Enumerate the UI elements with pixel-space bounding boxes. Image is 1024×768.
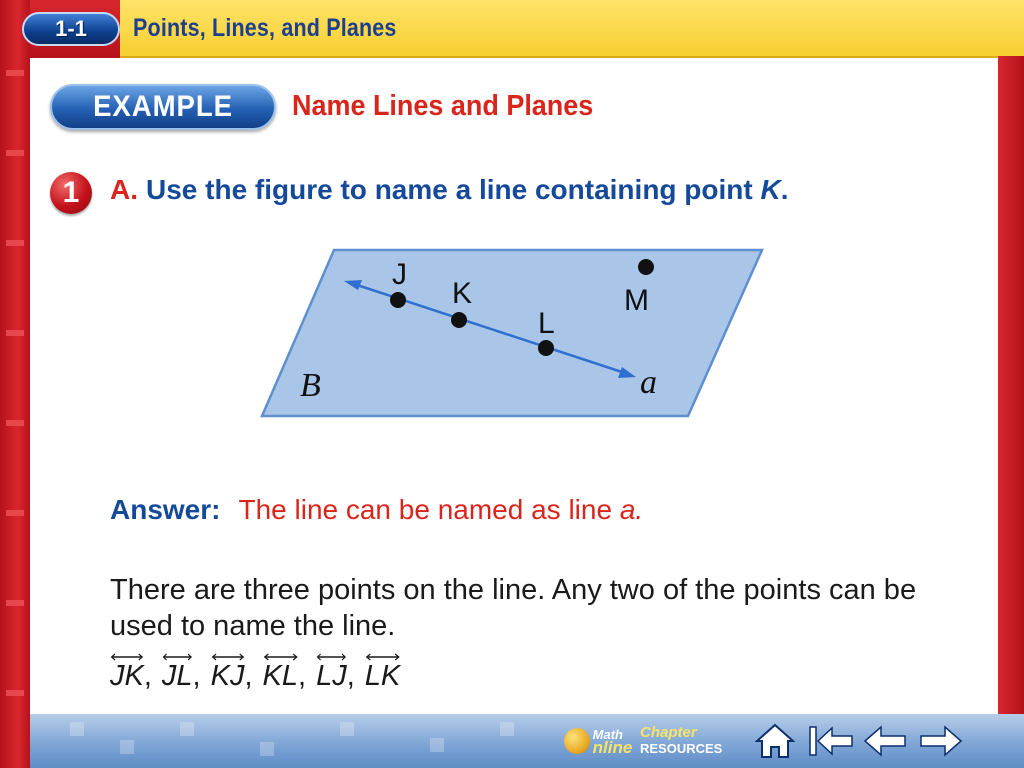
question-body: Use the figure to name a line containing point — [146, 174, 761, 205]
left-border — [0, 0, 30, 768]
example-title: Name Lines and Planes — [292, 90, 594, 122]
double-arrow-icon — [263, 652, 298, 662]
home-icon — [755, 722, 795, 760]
math-online-bottom: nline — [592, 738, 633, 757]
example-badge — [50, 84, 276, 130]
double-arrow-icon — [365, 652, 400, 662]
point-m-label: M — [624, 284, 649, 317]
answer-italic: a. — [619, 494, 644, 525]
example-badge-label: EXAMPLE — [93, 90, 233, 123]
answer-label: Answer: — [110, 494, 221, 525]
question-letter: A. — [110, 174, 138, 205]
first-slide-button[interactable] — [808, 718, 854, 764]
point-k-label: K — [452, 277, 473, 310]
point-k — [451, 312, 467, 328]
math-online-button[interactable] — [562, 718, 634, 764]
previous-arrow-icon — [863, 724, 907, 758]
plane-figure — [258, 246, 764, 420]
point-l — [538, 340, 554, 356]
line-label: a — [640, 364, 657, 401]
example-number-badge: 1 — [50, 172, 92, 214]
lesson-number-badge: 1-1 — [22, 12, 120, 46]
double-arrow-icon — [162, 652, 193, 662]
point-j — [390, 292, 406, 308]
line-name-2: KJ — [211, 652, 245, 693]
double-arrow-icon — [316, 652, 347, 662]
answer — [110, 494, 643, 526]
question-end: . — [780, 174, 789, 205]
line-name-5: LK — [365, 652, 400, 693]
question-point: K — [760, 174, 781, 205]
previous-button[interactable] — [862, 718, 908, 764]
chapter-resources-top: Chapter — [640, 724, 697, 741]
answer-text: The line can be named as line — [238, 494, 620, 525]
next-arrow-icon — [919, 724, 963, 758]
globe-icon — [564, 728, 590, 754]
plane-label: B — [300, 367, 321, 404]
question-text — [110, 174, 789, 206]
line-name-0: JK — [110, 652, 144, 693]
explanation-text: There are three points on the line. Any two of the points can be used to name the line. — [110, 574, 917, 642]
chapter-resources-bottom: RESOURCES — [640, 741, 723, 756]
math-online-top: Math — [592, 727, 623, 742]
lesson-title: Points, Lines, and Planes — [133, 14, 397, 42]
line-name-1: JL — [162, 652, 193, 693]
first-slide-icon — [808, 724, 854, 758]
double-arrow-icon — [110, 652, 144, 662]
home-button[interactable] — [752, 718, 798, 764]
line-name-3: KL — [263, 652, 298, 693]
line-name-4: LJ — [316, 652, 347, 693]
point-m — [638, 259, 654, 275]
right-border — [998, 56, 1024, 768]
chapter-resources-button[interactable] — [640, 718, 744, 764]
line-names: JK , JL , KJ , KL , LJ , LK — [110, 652, 400, 693]
point-l-label: L — [538, 307, 555, 340]
next-button[interactable] — [918, 718, 964, 764]
double-arrow-icon — [211, 652, 245, 662]
point-j-label: J — [392, 258, 407, 291]
plane-b — [262, 250, 762, 416]
